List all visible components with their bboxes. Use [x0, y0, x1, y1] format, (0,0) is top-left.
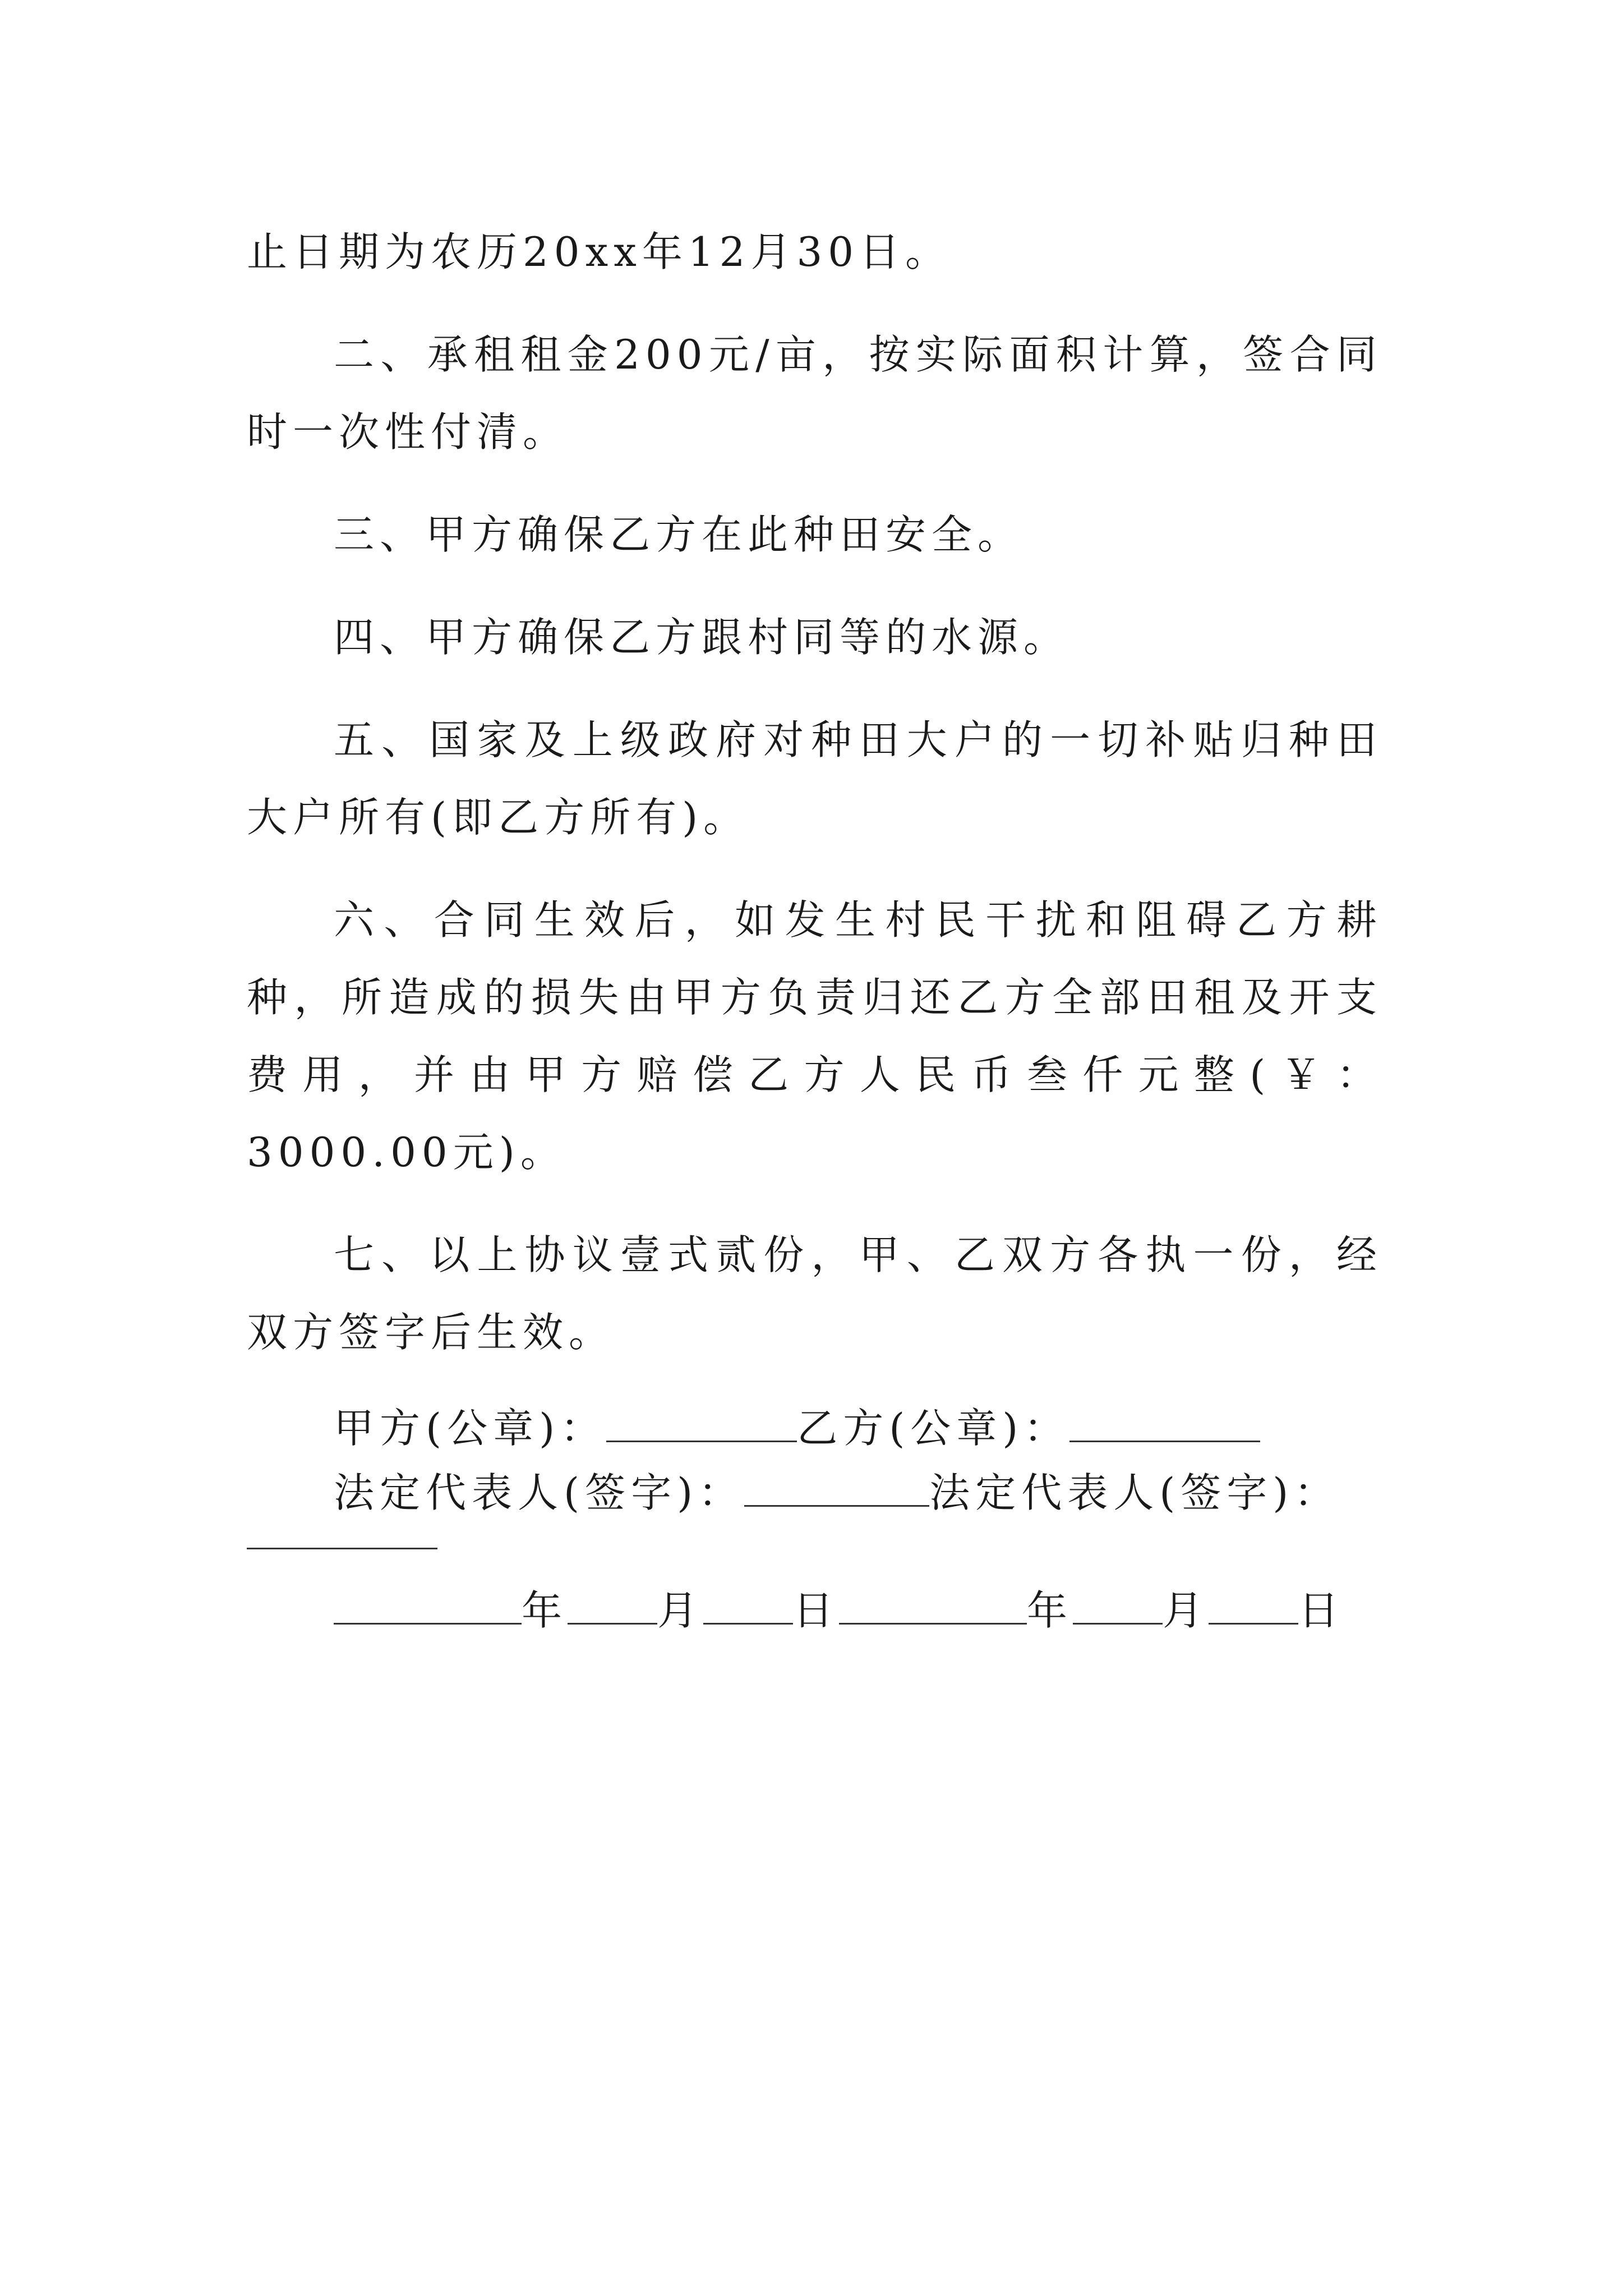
party-b-day-label: 日 [1298, 1587, 1345, 1634]
party-b-month-blank[interactable] [1073, 1589, 1163, 1625]
party-a-month-label: 月 [657, 1587, 704, 1634]
paragraph-rent: 二、承租租金200元/亩，按实际面积计算，签合同时一次性付清。 [247, 331, 1382, 455]
paragraph-copies: 七、以上协议壹式贰份，甲、乙双方各执一份，经双方签字后生效。 [247, 1231, 1382, 1356]
party-a-rep-blank[interactable] [744, 1471, 929, 1507]
party-a-seal-label: 甲方(公章)： [334, 1405, 607, 1452]
paragraph-subsidy: 五、国家及上级政府对种田大户的一切补贴归种田大户所有(即乙方所有)。 [247, 716, 1382, 841]
party-b-day-blank[interactable] [1209, 1589, 1298, 1625]
party-a-year-blank[interactable] [334, 1589, 522, 1625]
party-a-rep-label: 法定代表人(签字)： [334, 1469, 745, 1516]
representative-line [247, 1461, 1382, 1525]
party-a-day-blank[interactable] [703, 1589, 793, 1625]
party-b-year-blank[interactable] [839, 1589, 1027, 1625]
party-b-rep-label: 法定代表人(签字)： [929, 1469, 1340, 1516]
party-a-day-label: 日 [793, 1587, 840, 1634]
party-a-seal-blank[interactable] [606, 1407, 797, 1442]
party-b-seal-blank[interactable] [1069, 1407, 1260, 1442]
party-a-month-blank[interactable] [568, 1589, 657, 1625]
paragraph-water: 四、甲方确保乙方跟村同等的水源。 [334, 614, 1070, 661]
paragraph-safety: 三、甲方确保乙方在此种田安全。 [334, 511, 1024, 558]
party-b-month-label: 月 [1163, 1587, 1209, 1634]
document-body [247, 213, 1382, 1649]
date-line [247, 1572, 1382, 1649]
party-b-seal-label: 乙方(公章)： [797, 1405, 1070, 1452]
party-b-year-label: 年 [1027, 1587, 1073, 1634]
party-a-year-label: 年 [522, 1587, 568, 1634]
paragraph-term-end: 止日期为农历20xx年12月30日。 [247, 228, 952, 275]
party-b-rep-blank[interactable] [247, 1525, 437, 1549]
seal-line [247, 1396, 1382, 1461]
paragraph-liability: 六、合同生效后，如发生村民干扰和阻碍乙方耕种，所造成的损失由甲方负责归还乙方全部田租及开支费用，并由甲方赔偿乙方人民币叁仟元整(￥：3000.00元)。 [247, 896, 1382, 1176]
